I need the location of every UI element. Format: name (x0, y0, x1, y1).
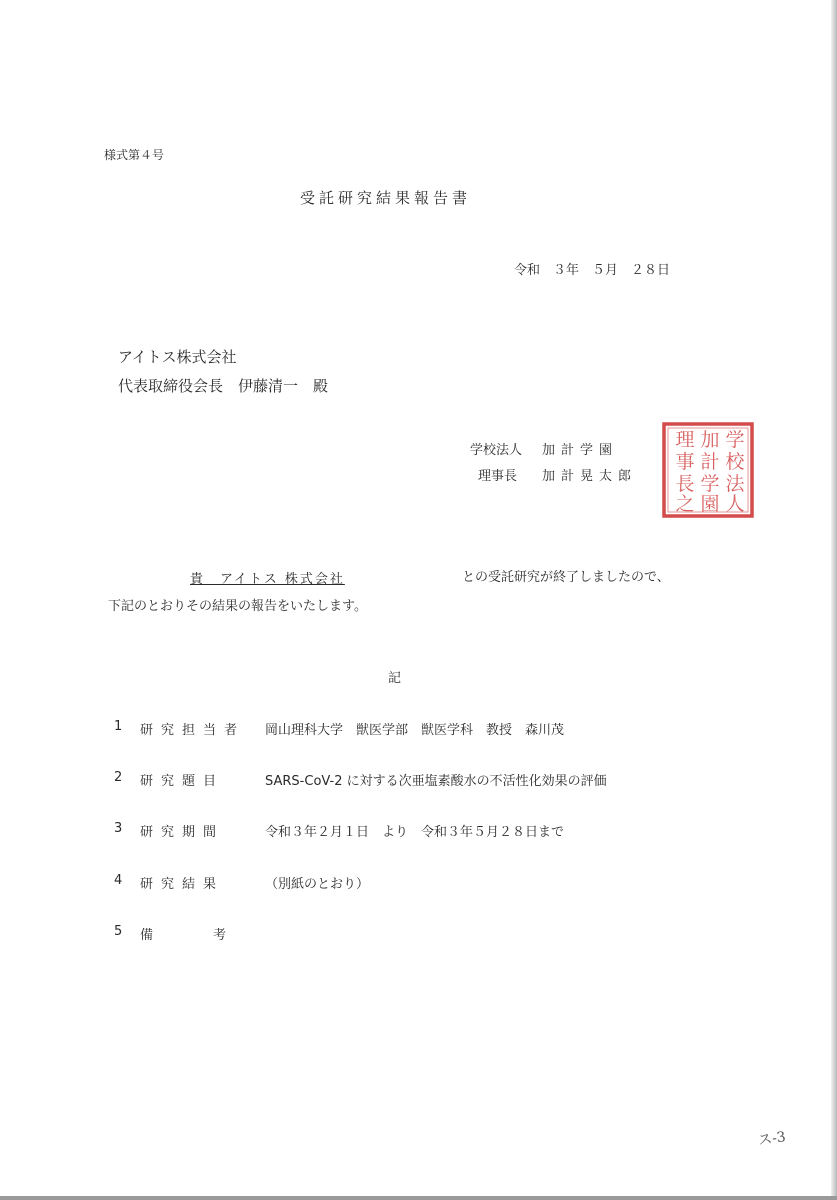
item-number: 5 (114, 924, 123, 939)
ki-heading: 記 (388, 671, 402, 686)
svg-text:長: 長 (675, 473, 695, 495)
item-value-topic: SARS-CoV-2 に対する次亜塩素酸水の不活性化効果の評価 (265, 774, 607, 789)
official-seal-stamp (660, 420, 756, 520)
svg-text:校: 校 (725, 451, 745, 473)
svg-text:理: 理 (675, 429, 695, 451)
item-label-result: 研究結果 (140, 877, 225, 892)
body-line1-rest: との受託研究が終了しましたので、 (462, 570, 670, 585)
item-number: 4 (114, 873, 123, 888)
issuer-name: 加計晃太郎 (542, 469, 638, 484)
item-value-result: （別紙のとおり） (265, 877, 370, 892)
svg-text:人: 人 (725, 493, 745, 515)
svg-text:学: 学 (700, 473, 720, 495)
scan-edge-right (831, 0, 837, 1200)
issuer-org-label: 学校法人 (470, 443, 523, 458)
recipient-company: アイトス株式会社 (118, 348, 237, 366)
item-value-period: 令和３年２月１日 より 令和３年５月２８日まで (265, 825, 565, 840)
svg-text:法: 法 (725, 473, 745, 495)
item-number: 3 (114, 821, 123, 836)
svg-text:之: 之 (675, 493, 695, 515)
form-number: 様式第４号 (104, 148, 165, 162)
issuer-org-name: 加計学園 (542, 443, 619, 458)
item-label-topic: 研究題目 (140, 774, 225, 789)
svg-text:計: 計 (700, 451, 720, 473)
item-number: 2 (114, 770, 123, 785)
document-date: 令和 ３年 ５月 ２８日 (514, 263, 671, 278)
item-label-researcher: 研究担当者 (140, 723, 246, 738)
svg-text:加: 加 (700, 429, 720, 451)
issuer-role: 理事長 (478, 469, 518, 484)
scan-edge-bottom (0, 1196, 837, 1200)
item-label-period: 研究期間 (140, 825, 225, 840)
svg-text:事: 事 (675, 451, 695, 473)
svg-text:園: 園 (700, 493, 720, 515)
item-value-researcher: 岡山理科大学 獣医学部 獣医学科 教授 森川茂 (265, 723, 565, 738)
item-number: 1 (114, 719, 123, 734)
document-title: 受託研究結果報告書 (300, 189, 472, 207)
handwritten-note: ス-3 (757, 1129, 787, 1149)
svg-text:学: 学 (725, 429, 745, 451)
recipient-company-underlined: 貴 アイトス 株式会社 (190, 572, 345, 587)
item-label-remarks: 備考 (140, 928, 287, 943)
recipient-person: 代表取締役会長 伊藤清一 殿 (118, 377, 329, 395)
body-line2: 下記のとおりその結果の報告をいたします。 (108, 599, 367, 614)
